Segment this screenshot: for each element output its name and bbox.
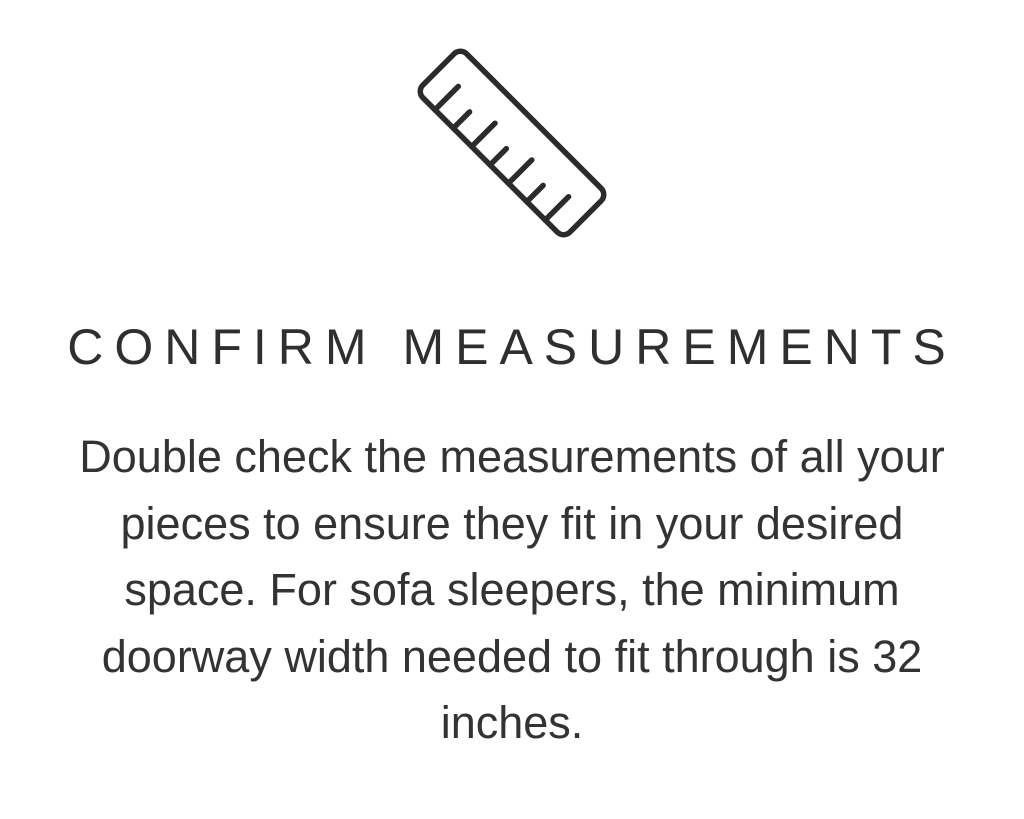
ruler-icon-container	[0, 18, 1024, 268]
page-title: CONFIRM MEASUREMENTS	[67, 319, 957, 375]
description-text: Double check the measurements of all your pieces to ensure they fit in your desired space. For sofa sleepers, the minimum doorway width needed to fit through is 32 inches.	[79, 431, 945, 749]
ruler-icon	[402, 33, 622, 253]
